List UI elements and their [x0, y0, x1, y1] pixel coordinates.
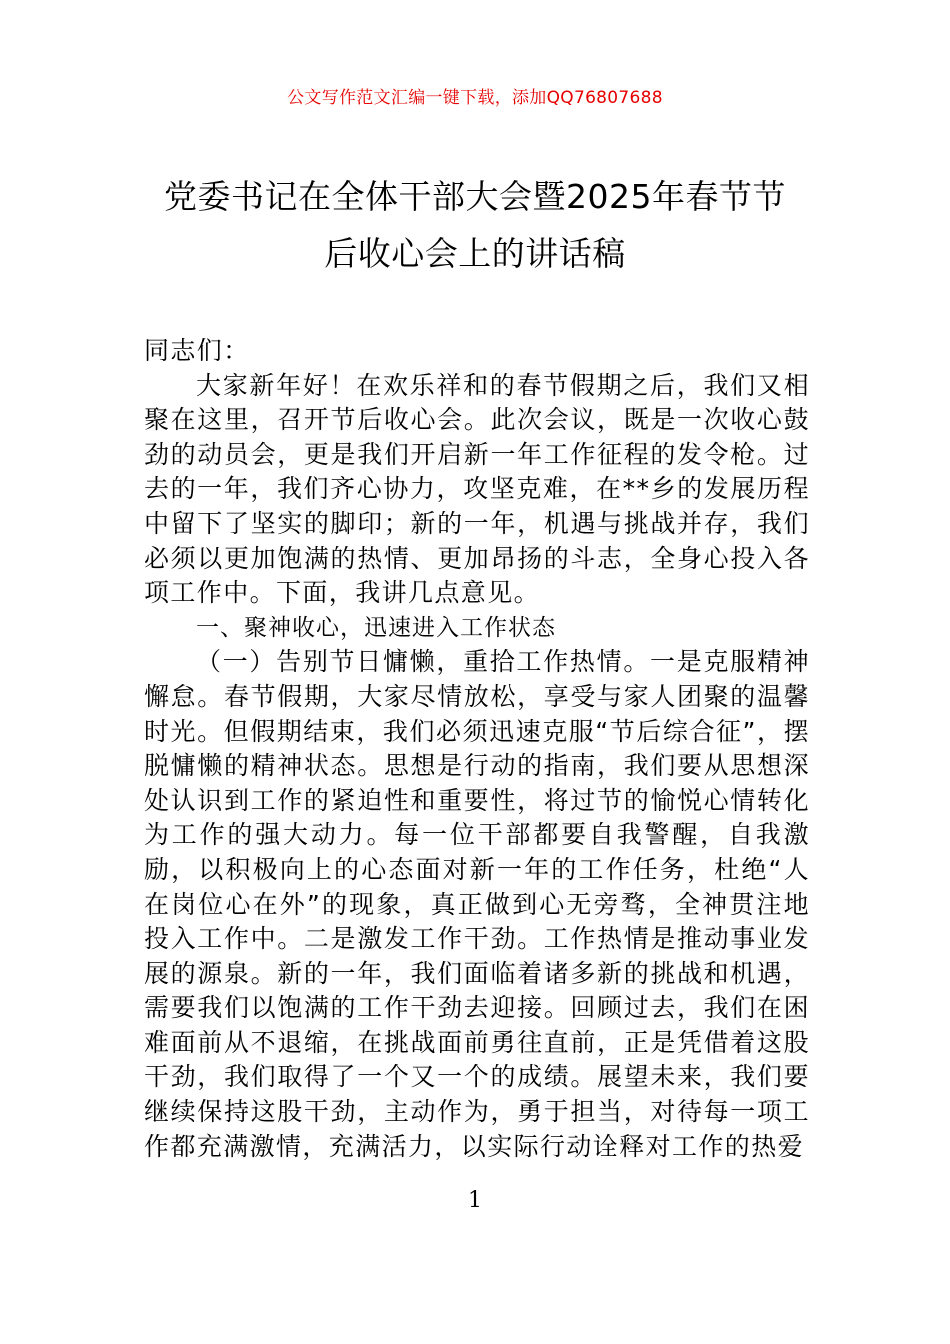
- page-number: 1: [468, 1188, 482, 1213]
- title-line-2: 后收心会上的讲话稿: [324, 234, 626, 273]
- download-banner: 公文写作范文汇编一键下载，添加QQ76807688: [287, 88, 663, 108]
- title-line-1: 党委书记在全体干部大会暨2025年春节节: [164, 177, 786, 216]
- section-heading-1: 一、聚神收心，迅速进入工作状态: [196, 614, 556, 641]
- salutation: 同志们：: [144, 336, 250, 365]
- document-title: [120, 168, 830, 282]
- paragraph-opening: 大家新年好！在欢乐祥和的春节假期之后，我们又相聚在这里，召开节后收心会。此次会议，既是一次收心鼓劲的动员会，更是我们开启新一年工作征程的发令枪。过去的一年，我们齐心协力，攻坚克难，在**乡的发展历程中留下了坚实的脚印；新的一年，机遇与挑战并存，我们必须以更加饱满的热情、更加昂扬的斗志，全身心投入各项工作中。下面，我讲几点意见。: [144, 370, 810, 608]
- document-body: [144, 334, 810, 1164]
- paragraph-section-1-1: （一）告别节日慵懒，重拾工作热情。一是克服精神懈怠。春节假期，大家尽情放松，享受与家人团聚的温馨时光。但假期结束，我们必须迅速克服“节后综合征”，摆脱慵懒的精神状态。思想是行动的指南，我们要从思想深处认识到工作的紧迫性和重要性，将过节的愉悦心情转化为工作的强大动力。每一位干部都要自我警醒，自我激励，以积极向上的心态面对新一年的工作任务，杜绝“人在岗位心在外”的现象，真正做到心无旁骛，全神贯注地投入工作中。二是激发工作干劲。工作热情是推动事业发展的源泉。新的一年，我们面临着诸多新的挑战和机遇，需要我们以饱满的工作干劲去迎接。回顾过去，我们在困难面前从不退缩，在挑战面前勇往直前，正是凭借着这股干劲，我们取得了一个又一个的成绩。展望未来，我们要继续保持这股干劲，主动作为，勇于担当，对待每一项工作都充满激情，充满活力，以实际行动诠释对工作的热爱: [144, 647, 810, 1161]
